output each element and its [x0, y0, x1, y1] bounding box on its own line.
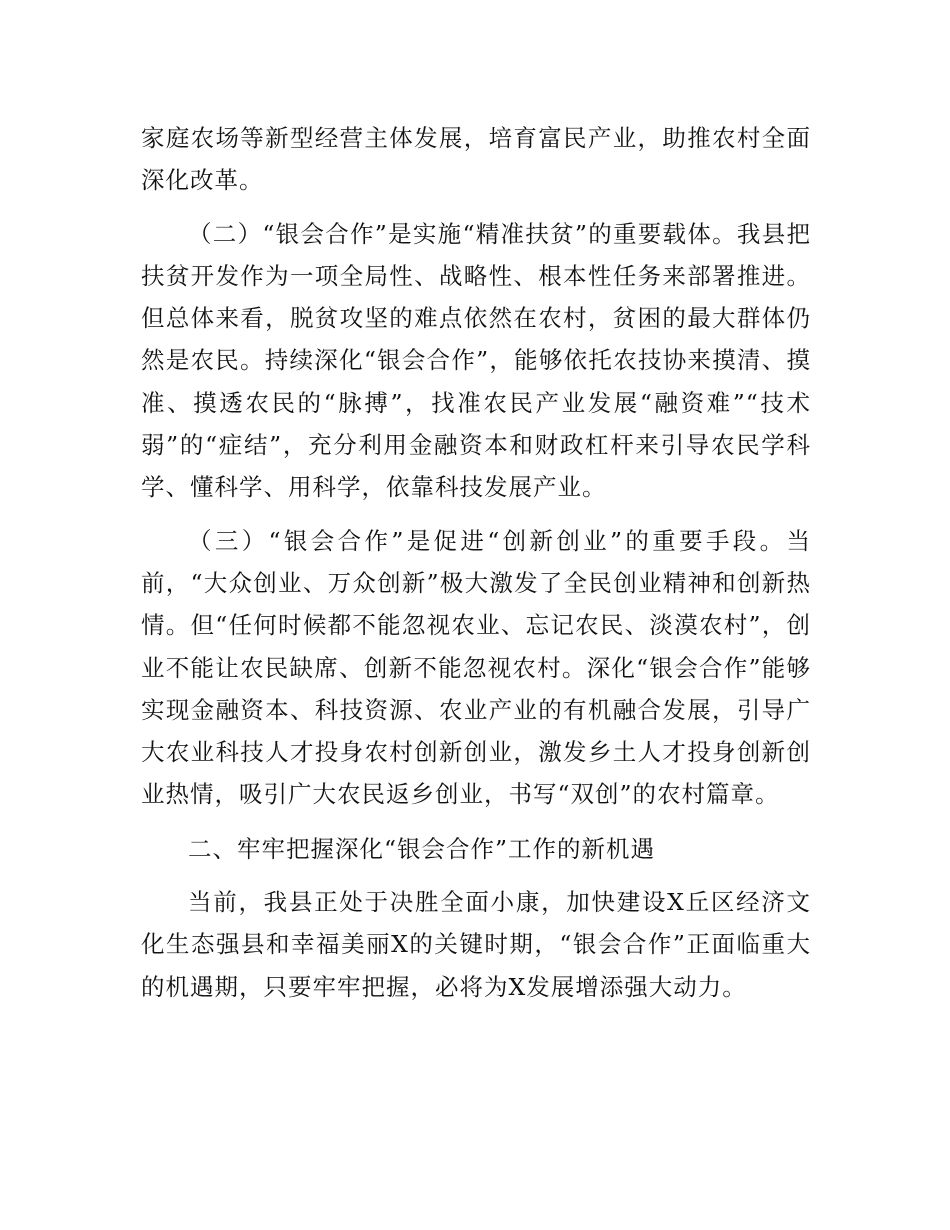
section-heading: 二、牢牢把握深化“银会合作”工作的新机遇	[188, 834, 656, 863]
document-body	[141, 117, 811, 1008]
paragraph-innovation: （三）“银会合作”是促进“创新创业”的重要手段。当前，“大众创业、万众创新”极大激发了全民创业精神和创新热情。但“任何时候都不能忽视农业、忘记农民、淡漠农村”，创业不能让农民缺席、创新不能忽视农村。深化“银会合作”能够实现金融资本、科技资源、农业产业的有机融合发展，引导广大农业科技人才投身农村创新创业，激发乡土人才投身创新创业热情，吸引广大农民返乡创业，书写“双创”的农村篇章。	[141, 526, 811, 809]
paragraph-precision-poverty: （二）“银会合作”是实施“精准扶贫”的重要载体。我县把扶贫开发作为一项全局性、战略性、根本性任务来部署推进。但总体来看，脱贫攻坚的难点依然在农村，贫困的最大群体仍然是农民。持续深化“银会合作”，能够依托农技协来摸清、摸准、摸透农民的“脉搏”，找准农民产业发展“融资难”“技术弱”的“症结”，充分利用金融资本和财政杠杆来引导农民学科学、懂科学、用科学，依靠科技发展产业。	[141, 219, 811, 502]
paragraph-opportunity: 当前，我县正处于决胜全面小康，加快建设X丘区经济文化生态强县和幸福美丽X的关键时期，“银会合作”正面临重大的机遇期，只要牢牢把握，必将为X发展增添强大动力。	[141, 888, 811, 1001]
paragraph-continuation: 家庭农场等新型经营主体发展，培育富民产业，助推农村全面深化改革。	[141, 124, 811, 195]
